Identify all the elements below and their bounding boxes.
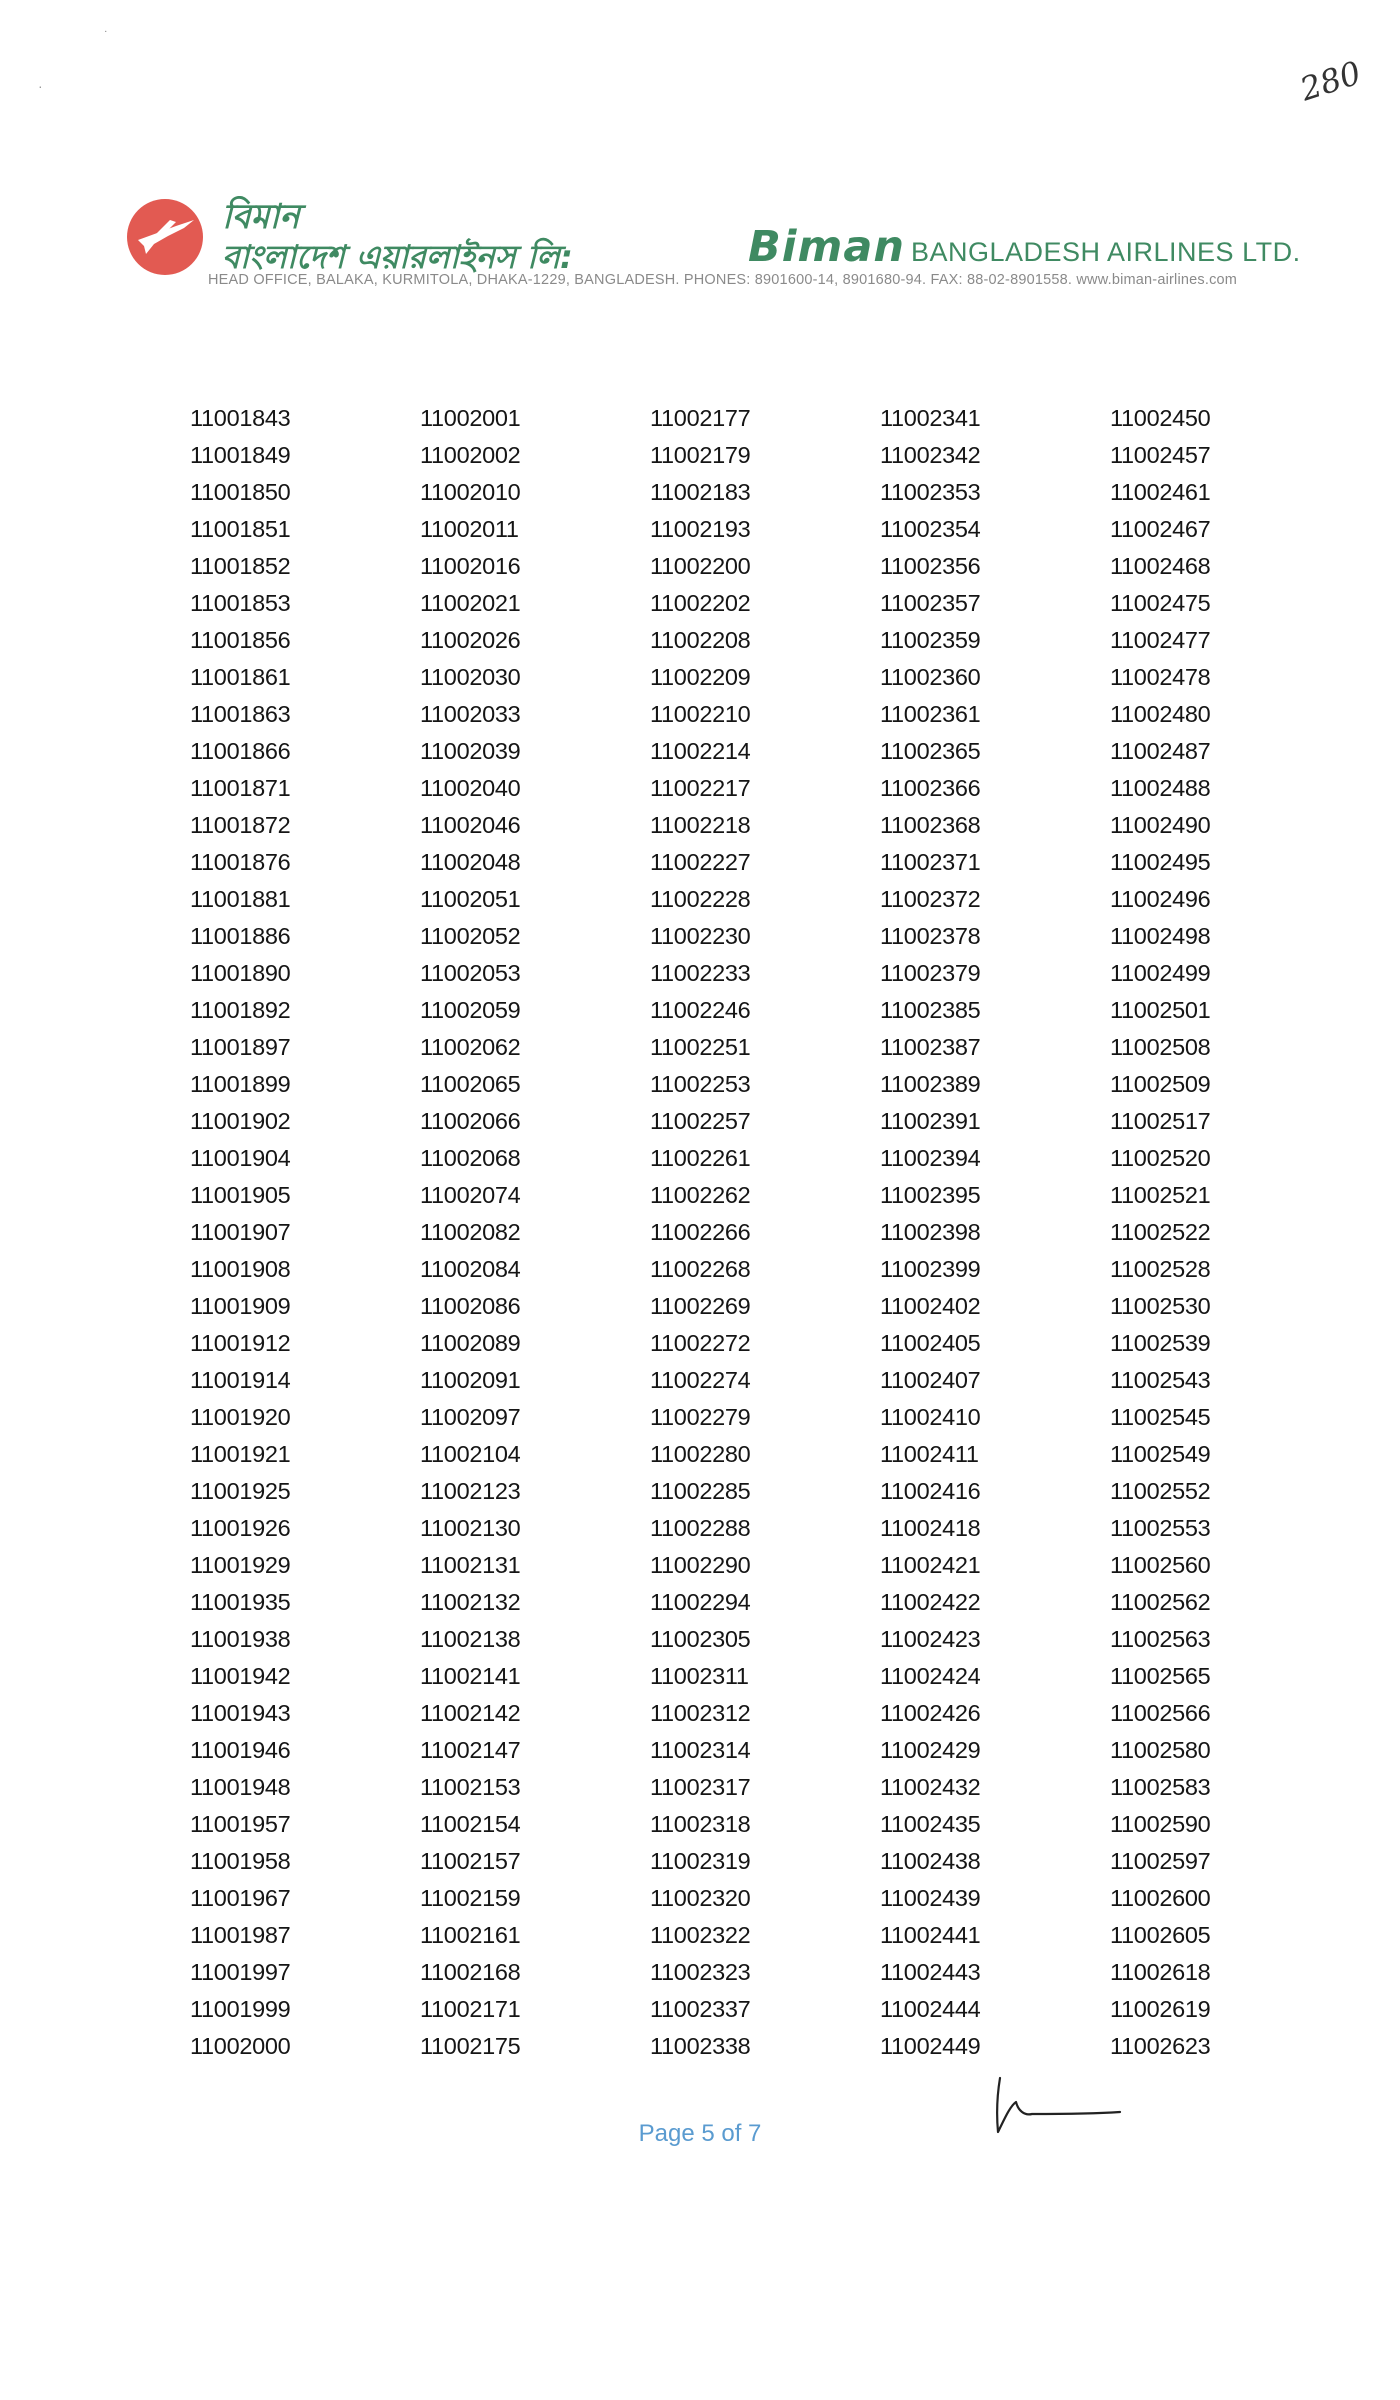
id-number: 11001920 <box>190 1404 291 1430</box>
bangla-airline-name <box>222 196 782 276</box>
id-number: 11002359 <box>880 627 981 653</box>
id-number: 11002202 <box>650 590 751 616</box>
id-number: 11001938 <box>190 1626 291 1652</box>
id-number: 11002496 <box>1110 886 1211 912</box>
id-number: 11002153 <box>420 1774 521 1800</box>
id-number: 11002450 <box>1110 405 1211 431</box>
id-number: 11002421 <box>880 1552 981 1578</box>
id-number: 11001881 <box>190 886 291 912</box>
id-number: 11001935 <box>190 1589 291 1615</box>
id-number: 11002605 <box>1110 1922 1211 1948</box>
id-number: 11002522 <box>1110 1219 1211 1245</box>
id-number: 11001943 <box>190 1700 291 1726</box>
id-number: 11002033 <box>420 701 521 727</box>
id-number: 11001926 <box>190 1515 291 1541</box>
page-number: Page 5 of 7 <box>638 2120 762 2147</box>
id-number: 11001958 <box>190 1848 291 1874</box>
id-number: 11002488 <box>1110 775 1211 801</box>
id-number: 11002539 <box>1110 1330 1211 1356</box>
id-number: 11001929 <box>190 1552 291 1578</box>
id-number: 11002183 <box>650 479 751 505</box>
id-number: 11002623 <box>1110 2033 1211 2059</box>
id-number: 11002040 <box>420 775 521 801</box>
id-number: 11002179 <box>650 442 751 468</box>
id-column-5 <box>1110 400 1270 2065</box>
id-number: 11002444 <box>880 1996 981 2022</box>
id-number: 11001902 <box>190 1108 291 1134</box>
id-number: 11002132 <box>420 1589 521 1615</box>
id-number: 11002066 <box>420 1108 521 1134</box>
id-number: 11002422 <box>880 1589 981 1615</box>
id-number: 11002052 <box>420 923 521 949</box>
id-number: 11002253 <box>650 1071 751 1097</box>
id-number: 11002338 <box>650 2033 751 2059</box>
id-number: 11002026 <box>420 627 521 653</box>
id-number: 11002562 <box>1110 1589 1211 1615</box>
id-number: 11002208 <box>650 627 751 653</box>
scan-speck: · <box>38 78 43 94</box>
id-number: 11002319 <box>650 1848 751 1874</box>
id-number: 11002498 <box>1110 923 1211 949</box>
id-number: 11002342 <box>880 442 981 468</box>
id-number: 11002193 <box>650 516 751 542</box>
scan-speck: ˙ <box>104 28 109 44</box>
id-number: 11002597 <box>1110 1848 1211 1874</box>
id-number: 11001942 <box>190 1663 291 1689</box>
id-number: 11002405 <box>880 1330 981 1356</box>
id-number: 11002480 <box>1110 701 1211 727</box>
id-number: 11002356 <box>880 553 981 579</box>
id-number: 11002068 <box>420 1145 521 1171</box>
id-number: 11002010 <box>420 479 521 505</box>
id-number: 11001921 <box>190 1441 291 1467</box>
id-number: 11001851 <box>190 516 291 542</box>
id-number: 11001886 <box>190 923 291 949</box>
id-number: 11002432 <box>880 1774 981 1800</box>
id-number: 11002439 <box>880 1885 981 1911</box>
id-number: 11001853 <box>190 590 291 616</box>
id-number: 11002360 <box>880 664 981 690</box>
id-number: 11002468 <box>1110 553 1211 579</box>
id-number: 11001925 <box>190 1478 291 1504</box>
letterhead <box>124 192 1301 302</box>
id-number: 11002274 <box>650 1367 751 1393</box>
id-number: 11002580 <box>1110 1737 1211 1763</box>
id-column-3 <box>650 400 810 2065</box>
id-number: 11001957 <box>190 1811 291 1837</box>
id-number: 11002372 <box>880 886 981 912</box>
id-number: 11002508 <box>1110 1034 1211 1060</box>
id-number: 11002407 <box>880 1367 981 1393</box>
id-number: 11001946 <box>190 1737 291 1763</box>
id-number: 11001871 <box>190 775 291 801</box>
id-number: 11002563 <box>1110 1626 1211 1652</box>
id-number: 11002011 <box>420 516 519 542</box>
id-number: 11002290 <box>650 1552 751 1578</box>
id-number: 11002104 <box>420 1441 521 1467</box>
id-number: 11002294 <box>650 1589 751 1615</box>
id-number: 11002159 <box>420 1885 521 1911</box>
id-number: 11002091 <box>420 1367 521 1393</box>
id-number: 11002371 <box>880 849 981 875</box>
id-number: 11001892 <box>190 997 291 1023</box>
id-number: 11002478 <box>1110 664 1211 690</box>
id-number: 11002228 <box>650 886 751 912</box>
id-number: 11002227 <box>650 849 751 875</box>
id-number: 11002280 <box>650 1441 751 1467</box>
id-number: 11002565 <box>1110 1663 1211 1689</box>
brand-suffix: BANGLADESH AIRLINES LTD. <box>910 237 1301 267</box>
id-number: 11002123 <box>420 1478 521 1504</box>
id-number: 11002520 <box>1110 1145 1211 1171</box>
id-number: 11002387 <box>880 1034 981 1060</box>
id-number: 11002475 <box>1110 590 1211 616</box>
id-number: 11002261 <box>650 1145 751 1171</box>
id-number: 11002418 <box>880 1515 981 1541</box>
id-number: 11002528 <box>1110 1256 1211 1282</box>
id-number: 11002429 <box>880 1737 981 1763</box>
id-number: 11002490 <box>1110 812 1211 838</box>
id-number: 11002435 <box>880 1811 981 1837</box>
id-number: 11002288 <box>650 1515 751 1541</box>
id-number: 11002217 <box>650 775 751 801</box>
handwritten-page-number: 280 <box>1295 53 1366 109</box>
id-number: 11002543 <box>1110 1367 1211 1393</box>
id-number: 11002487 <box>1110 738 1211 764</box>
bangla-name-line-2: বাংলাদেশ এয়ারলাইনস লি: <box>222 238 573 276</box>
id-number: 11002086 <box>420 1293 521 1319</box>
id-number: 11002269 <box>650 1293 751 1319</box>
id-number: 11002046 <box>420 812 521 838</box>
id-number: 11002457 <box>1110 442 1211 468</box>
id-number: 11002389 <box>880 1071 981 1097</box>
id-number: 11002566 <box>1110 1700 1211 1726</box>
id-number: 11002246 <box>650 997 751 1023</box>
id-number: 11001997 <box>190 1959 291 1985</box>
id-number: 11002157 <box>420 1848 521 1874</box>
id-number: 11001987 <box>190 1922 291 1948</box>
id-number: 11002251 <box>650 1034 751 1060</box>
id-number: 11001850 <box>190 479 291 505</box>
id-number: 11002312 <box>650 1700 751 1726</box>
id-number: 11002357 <box>880 590 981 616</box>
id-number: 11001872 <box>190 812 291 838</box>
id-number: 11001914 <box>190 1367 291 1393</box>
id-column-2 <box>420 400 580 2065</box>
id-number: 11002001 <box>420 405 521 431</box>
id-number: 11001849 <box>190 442 291 468</box>
id-number: 11002402 <box>880 1293 981 1319</box>
id-number: 11002138 <box>420 1626 521 1652</box>
id-number: 11002175 <box>420 2033 521 2059</box>
id-number: 11002426 <box>880 1700 981 1726</box>
id-number: 11002039 <box>420 738 521 764</box>
id-number: 11002394 <box>880 1145 981 1171</box>
id-number: 11002441 <box>880 1922 981 1948</box>
id-number: 11002065 <box>420 1071 521 1097</box>
id-number: 11002030 <box>420 664 521 690</box>
id-number: 11002368 <box>880 812 981 838</box>
id-number: 11002379 <box>880 960 981 986</box>
id-number: 11001852 <box>190 553 291 579</box>
brand-name: Biman <box>748 222 905 272</box>
id-number: 11002552 <box>1110 1478 1211 1504</box>
id-number: 11002059 <box>420 997 521 1023</box>
id-number: 11002311 <box>650 1663 749 1689</box>
id-number: 11002002 <box>420 442 521 468</box>
id-number: 11002378 <box>880 923 981 949</box>
id-number: 11002600 <box>1110 1885 1211 1911</box>
brand-title <box>748 222 1301 272</box>
id-number: 11002521 <box>1110 1182 1211 1208</box>
id-number: 11002230 <box>650 923 751 949</box>
id-number: 11002619 <box>1110 1996 1211 2022</box>
id-number: 11002000 <box>190 2033 291 2059</box>
id-number: 11002341 <box>880 405 981 431</box>
id-number: 11002560 <box>1110 1552 1211 1578</box>
id-number: 11002337 <box>650 1996 751 2022</box>
id-number: 11002317 <box>650 1774 751 1800</box>
id-number: 11002154 <box>420 1811 521 1837</box>
id-number: 11002048 <box>420 849 521 875</box>
id-number: 11002074 <box>420 1182 521 1208</box>
id-number: 11002477 <box>1110 627 1211 653</box>
id-number: 11002467 <box>1110 516 1211 542</box>
id-number: 11002411 <box>880 1441 979 1467</box>
head-office-address: HEAD OFFICE, BALAKA, KURMITOLA, DHAKA-1229, BANGLADESH. PHONES: 8901600-14, 8901680-94. FAX: 88-02-8901558. www.biman-airlines.com <box>208 272 1238 288</box>
id-number: 11002530 <box>1110 1293 1211 1319</box>
id-number: 11002618 <box>1110 1959 1211 1985</box>
id-number: 11002097 <box>420 1404 521 1430</box>
id-number: 11002501 <box>1110 997 1211 1023</box>
id-number: 11002089 <box>420 1330 521 1356</box>
id-number: 11002499 <box>1110 960 1211 986</box>
id-number: 11002320 <box>650 1885 751 1911</box>
id-number: 11002545 <box>1110 1404 1211 1430</box>
id-number: 11002062 <box>420 1034 521 1060</box>
id-number: 11002385 <box>880 997 981 1023</box>
id-number: 11002268 <box>650 1256 751 1282</box>
id-number: 11002141 <box>420 1663 521 1689</box>
id-number: 11001912 <box>190 1330 291 1356</box>
id-number: 11002517 <box>1110 1108 1211 1134</box>
id-number: 11002177 <box>650 405 751 431</box>
id-column-1 <box>190 400 350 2065</box>
id-number: 11002423 <box>880 1626 981 1652</box>
id-number: 11002590 <box>1110 1811 1211 1837</box>
id-number: 11002168 <box>420 1959 521 1985</box>
id-number: 11002424 <box>880 1663 981 1689</box>
id-number: 11002438 <box>880 1848 981 1874</box>
id-number: 11001897 <box>190 1034 291 1060</box>
id-number: 11002553 <box>1110 1515 1211 1541</box>
bangla-name-line-1: বিমান <box>222 197 300 237</box>
id-number: 11001967 <box>190 1885 291 1911</box>
id-number: 11001904 <box>190 1145 291 1171</box>
id-number: 11002322 <box>650 1922 751 1948</box>
id-number: 11002410 <box>880 1404 981 1430</box>
id-number: 11002053 <box>420 960 521 986</box>
id-number: 11002495 <box>1110 849 1211 875</box>
id-number-columns <box>190 400 1290 2060</box>
id-number: 11002147 <box>420 1737 521 1763</box>
id-number: 11002200 <box>650 553 751 579</box>
id-number: 11002233 <box>650 960 751 986</box>
id-number: 11002365 <box>880 738 981 764</box>
id-number: 11002161 <box>420 1922 521 1948</box>
id-number: 11002416 <box>880 1478 981 1504</box>
id-number: 11002353 <box>880 479 981 505</box>
id-number: 11001863 <box>190 701 291 727</box>
id-number: 11002318 <box>650 1811 751 1837</box>
id-number: 11002366 <box>880 775 981 801</box>
id-number: 11001890 <box>190 960 291 986</box>
id-number: 11002210 <box>650 701 751 727</box>
airline-logo-icon <box>124 196 206 278</box>
id-number: 11002142 <box>420 1700 521 1726</box>
id-number: 11002314 <box>650 1737 751 1763</box>
id-number: 11002266 <box>650 1219 751 1245</box>
id-number: 11002084 <box>420 1256 521 1282</box>
id-number: 11002549 <box>1110 1441 1211 1467</box>
id-number: 11001866 <box>190 738 291 764</box>
id-number: 11002257 <box>650 1108 751 1134</box>
id-number: 11002509 <box>1110 1071 1211 1097</box>
id-number: 11002461 <box>1110 479 1211 505</box>
id-number: 11001948 <box>190 1774 291 1800</box>
id-number: 11002218 <box>650 812 751 838</box>
id-number: 11002285 <box>650 1478 751 1504</box>
id-number: 11002082 <box>420 1219 521 1245</box>
id-number: 11001909 <box>190 1293 291 1319</box>
id-number: 11002130 <box>420 1515 521 1541</box>
id-number: 11002305 <box>650 1626 751 1652</box>
id-number: 11002272 <box>650 1330 751 1356</box>
id-number: 11001856 <box>190 627 291 653</box>
id-number: 11002279 <box>650 1404 751 1430</box>
id-column-4 <box>880 400 1040 2065</box>
id-number: 11002449 <box>880 2033 981 2059</box>
id-number: 11001899 <box>190 1071 291 1097</box>
id-number: 11001907 <box>190 1219 291 1245</box>
id-number: 11002051 <box>420 886 521 912</box>
id-number: 11002399 <box>880 1256 981 1282</box>
id-number: 11002583 <box>1110 1774 1211 1800</box>
id-number: 11001999 <box>190 1996 291 2022</box>
id-number: 11001843 <box>190 405 291 431</box>
id-number: 11002391 <box>880 1108 981 1134</box>
id-number: 11002262 <box>650 1182 751 1208</box>
id-number: 11002016 <box>420 553 521 579</box>
id-number: 11002209 <box>650 664 751 690</box>
id-number: 11002214 <box>650 738 751 764</box>
id-number: 11002131 <box>420 1552 521 1578</box>
id-number: 11002323 <box>650 1959 751 1985</box>
id-number: 11002443 <box>880 1959 981 1985</box>
id-number: 11001876 <box>190 849 291 875</box>
id-number: 11002354 <box>880 516 981 542</box>
id-number: 11002398 <box>880 1219 981 1245</box>
id-number: 11001905 <box>190 1182 291 1208</box>
id-number: 11002395 <box>880 1182 981 1208</box>
id-number: 11002171 <box>420 1996 521 2022</box>
id-number: 11002021 <box>420 590 521 616</box>
id-number: 11002361 <box>880 701 981 727</box>
id-number: 11001861 <box>190 664 291 690</box>
id-number: 11001908 <box>190 1256 291 1282</box>
